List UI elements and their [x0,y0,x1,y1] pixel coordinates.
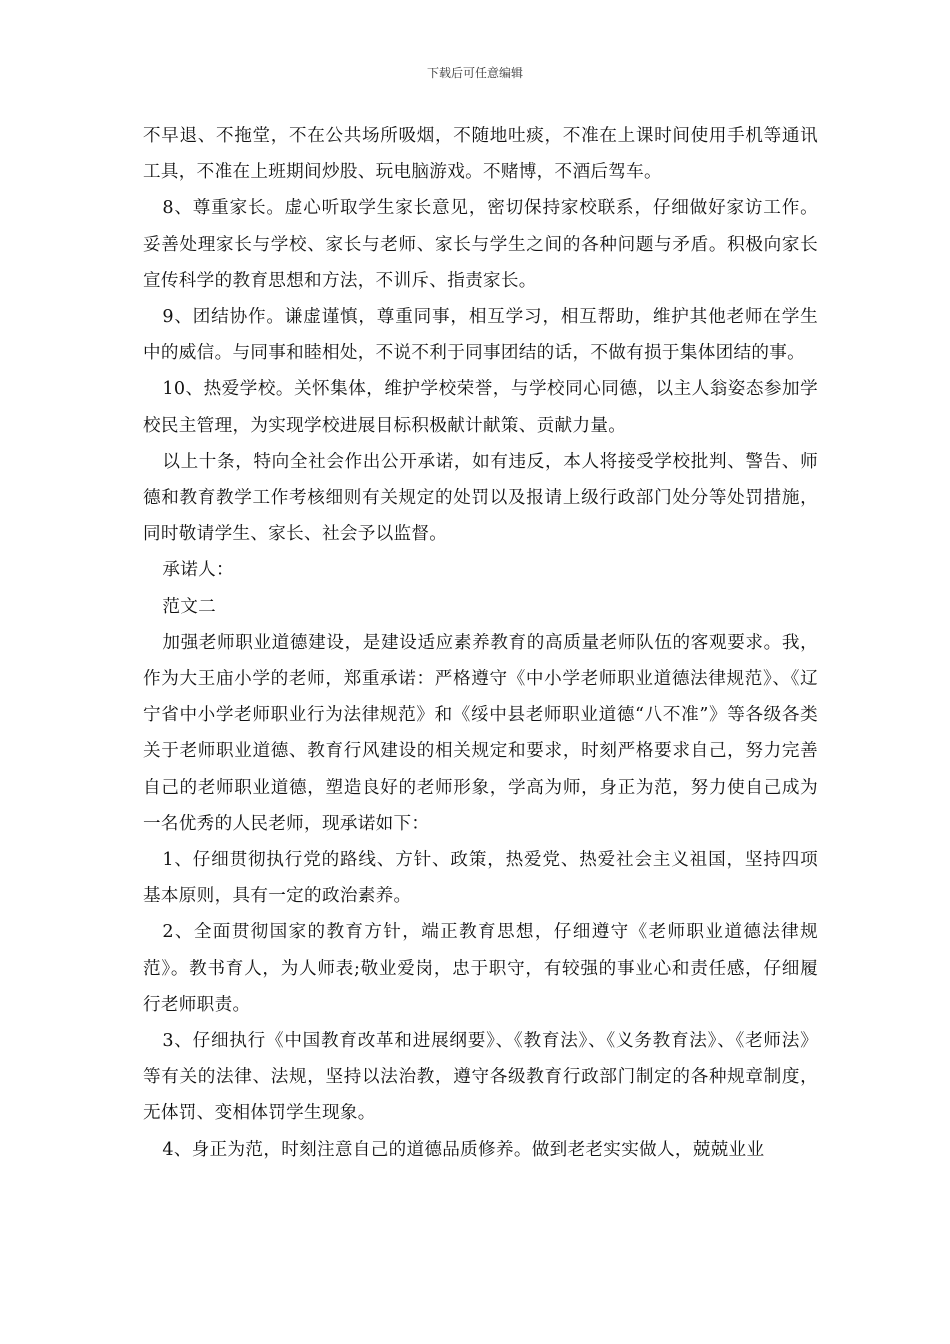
paragraph: 10、热爱学校。关怀集体，维护学校荣誉，与学校同心同德，以主人翁姿态参加学校民主管理，为实现学校进展目标积极献计献策、贡献力量。 [143,379,818,436]
paragraph: 1、仔细贯彻执行党的路线、方针、政策，热爱党、热爱社会主义祖国，坚持四项基本原则，具有一定的政治素养。 [143,850,818,907]
paragraph: 范文二 [162,596,217,617]
paragraph: 以上十条，特向全社会作出公开承诺，如有违反，本人将接受学校批判、警告、师德和教育教学工作考核细则有关规定的处罚以及报请上级行政部门处分等处罚措施，同时敬请学生、家长、社会予以监督。 [143,451,818,545]
paragraph: 2、全面贯彻国家的教育方针，端正教育思想，仔细遵守《老师职业道德法律规范》。教书育人，为人师表;敬业爱岗，忠于职守，有较强的事业心和责任感，仔细履行老师职责。 [143,922,818,1015]
paragraph: 承诺人： [162,560,234,581]
paragraph: 4、身正为范，时刻注意自己的道德品质修养。做到老老实实做人，兢兢业业 [162,1139,765,1160]
paragraph: 不早退、不拖堂，不在公共场所吸烟，不随地吐痰，不准在上课时间使用手机等通讯工具，不准在上班期间炒股、玩电脑游戏。不赌博，不酒后驾车。 [143,126,818,183]
paragraph: 3、仔细执行《中国教育改革和进展纲要》、《教育法》、《义务教育法》、《老师法》等有关的法律、法规，坚持以法治教，遵守各级教育行政部门制定的各种规章制度，无体罚、变相体罚学生现象。 [143,1031,818,1124]
paragraph: 加强老师职业道德建设，是建设适应素养教育的高质量老师队伍的客观要求。我，作为大王庙小学的老师，郑重承诺：严格遵守《中小学老师职业道德法律规范》、《辽宁省中小学老师职业行为法律规范》和《绥中县老师职业道德“八不准”》等各级各类关于老师职业道德、教育行风建设的相关规定和要求，时刻严格要求自己，努力完善自己的老师职业道德，塑造良好的老师形象，学高为师，身正为范，努力使自己成为一名优秀的人民老师，现承诺如下： [143,632,818,834]
page-header: 下载后可任意编辑 [426,66,523,80]
paragraph: 8、尊重家长。虚心听取学生家长意见，密切保持家校联系，仔细做好家访工作。妥善处理家长与学校、家长与老师、家长与学生之间的各种问题与矛盾。积极向家长宣传科学的教育思想和方法，不训斥、指责家长。 [143,198,818,291]
document-body [143,118,818,1168]
paragraph: 9、团结协作。谦虚谨慎，尊重同事，相互学习，相互帮助，维护其他老师在学生中的威信。与同事和睦相处，不说不利于同事团结的话，不做有损于集体团结的事。 [143,307,818,364]
